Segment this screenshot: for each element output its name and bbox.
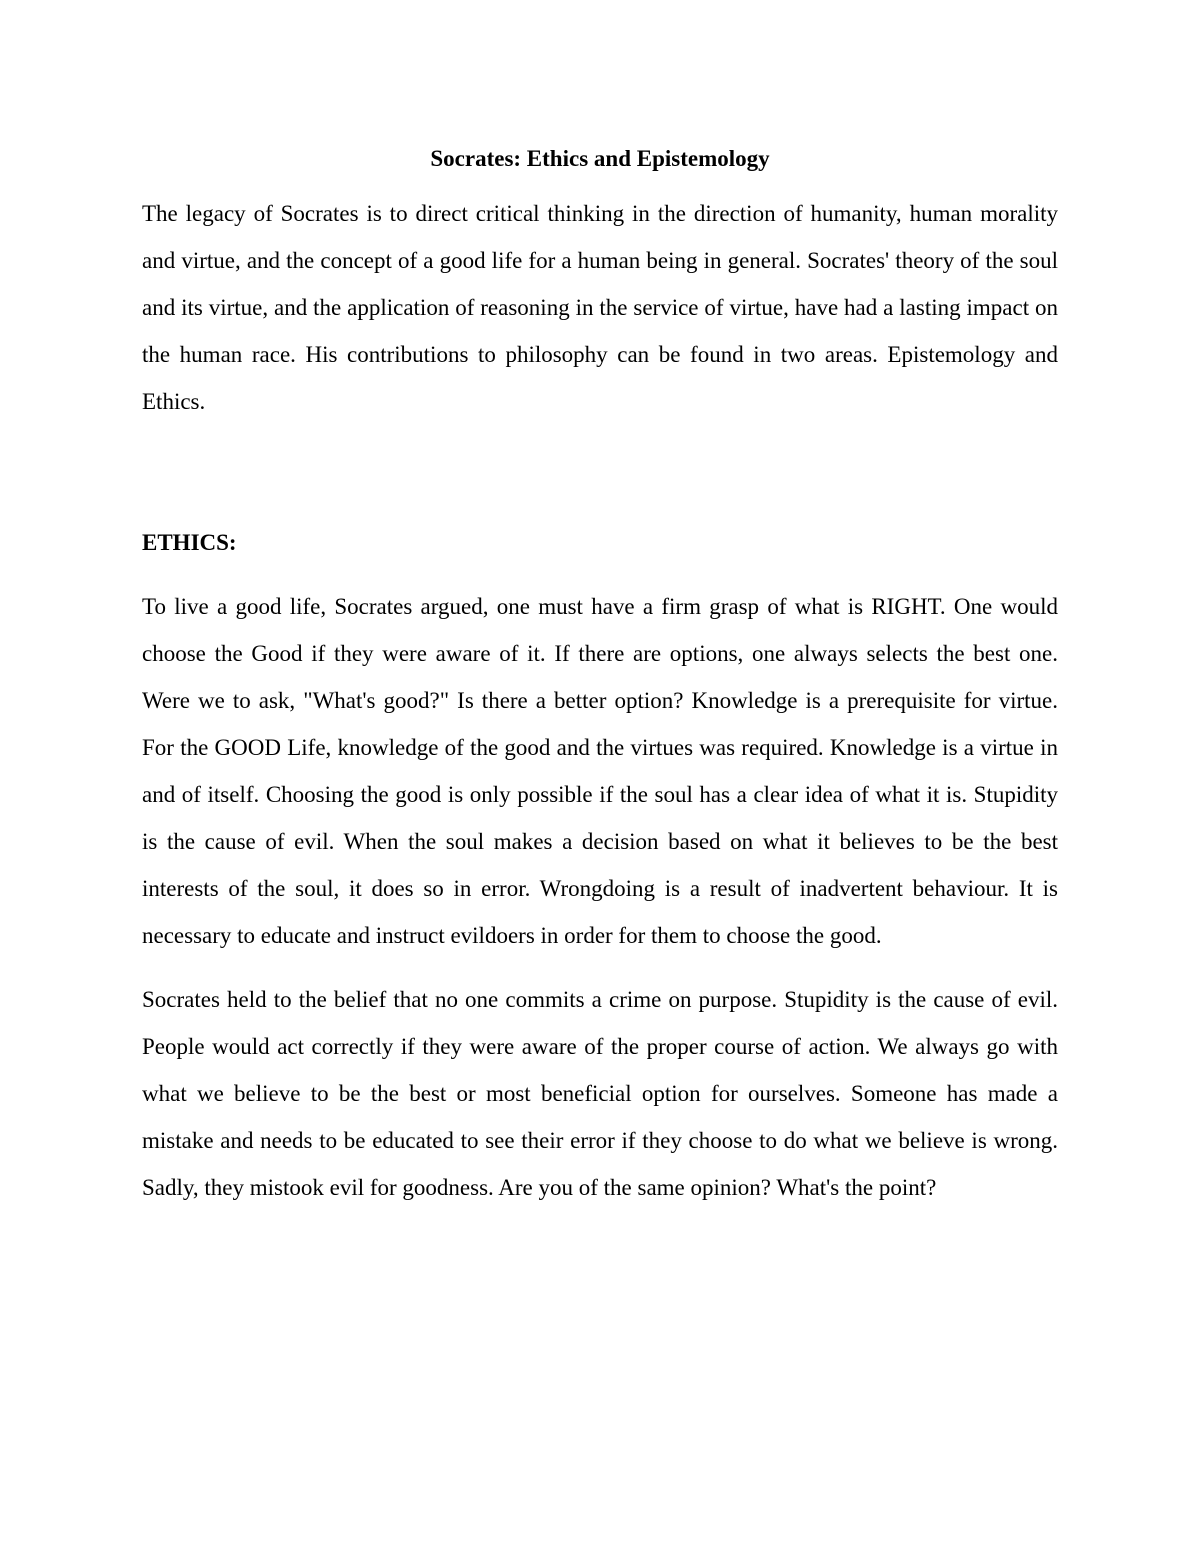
document-title: Socrates: Ethics and Epistemology: [430, 146, 770, 171]
ethics-paragraph-1: To live a good life, Socrates argued, one must have a firm grasp of what is RIGHT. One would choose the Good if they were aware of it. If there are options, one always selects the best one. Were we to ask, "What's good?" Is there a better option? Knowledge is a prerequisite for virtue. For the GOOD Life, knowledge of the good and the virtues was required. Knowledge is a virtue in and of itself. Choosing the good is only possible if the soul has a clear idea of what it is. Stupidity is the cause of evil. When the soul makes a decision based on what it believes to be the best interests of the soul, it does so in error. Wrongdoing is a result of inadvertent behaviour. It is necessary to educate and instruct evildoers in order for them to choose the good.: [142, 594, 1058, 948]
intro-paragraph: The legacy of Socrates is to direct critical thinking in the direction of humanity, human morality and virtue, and the concept of a good life for a human being in general. Socrates' theory of the soul and its virtue, and the application of reasoning in the service of virtue, have had a lasting impact on the human race. His contributions to philosophy can be found in two areas. Epistemology and Ethics.: [142, 201, 1058, 414]
ethics-paragraph-2: Socrates held to the belief that no one commits a crime on purpose. Stupidity is the cause of evil. People would act correctly if they were aware of the proper course of action. We always go with what we believe to be the best or most beneficial option for ourselves. Someone has made a mistake and needs to be educated to see their error if they choose to do what we believe is wrong. Sadly, they mistook evil for goodness. Are you of the same opinion? What's the point?: [142, 987, 1058, 1200]
document-page: [142, 140, 1058, 1211]
section-heading-ethics: ETHICS:: [142, 530, 237, 555]
